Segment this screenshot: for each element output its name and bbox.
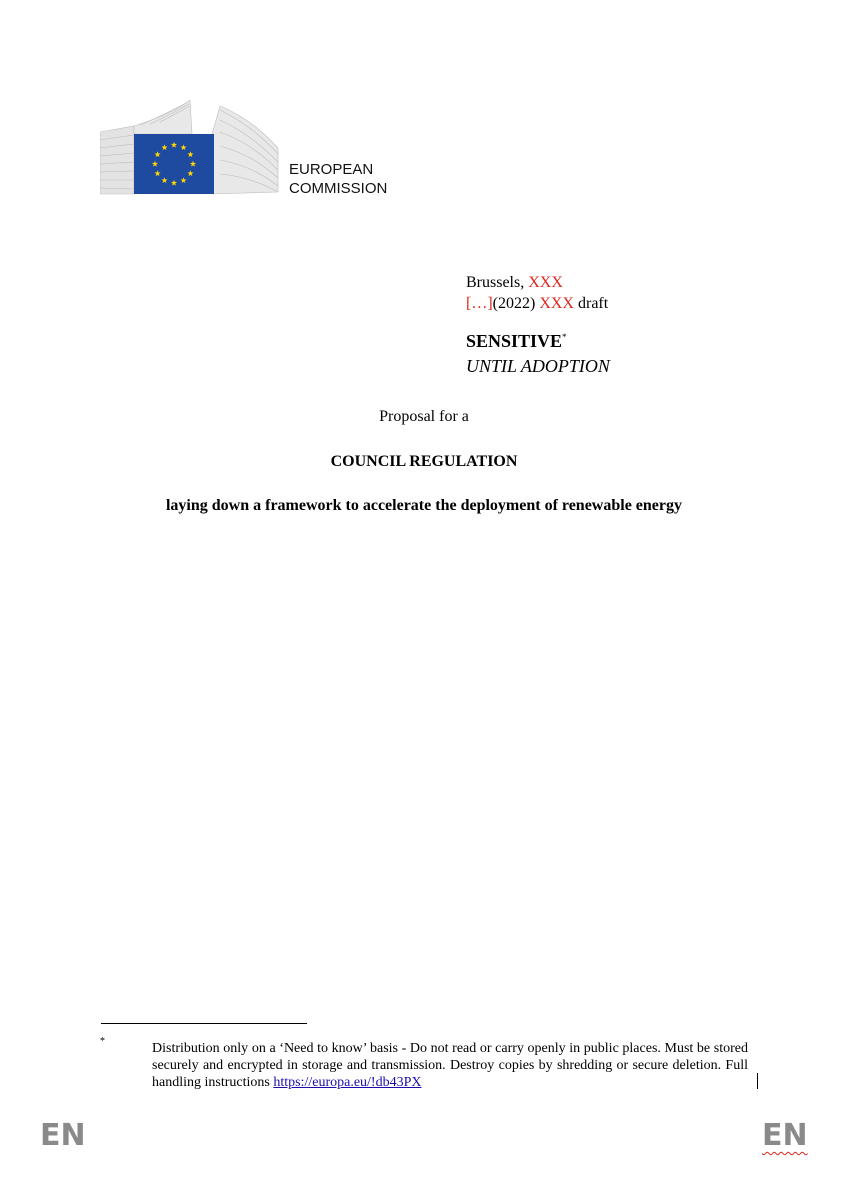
- footnote-reference[interactable]: *: [562, 332, 567, 342]
- sensitive-text: SENSITIVE: [466, 331, 563, 351]
- place: Brussels,: [466, 274, 529, 291]
- text-cursor: [757, 1073, 758, 1089]
- reference-number-line: [466, 293, 608, 314]
- footnote-separator: [101, 1023, 307, 1024]
- ref-suffix: draft: [573, 295, 609, 312]
- european-commission-logo: [100, 100, 290, 196]
- language-code-left: EN: [40, 1118, 86, 1153]
- regulation-subject: laying down a framework to accelerate the deployment of renewable energy: [165, 497, 683, 514]
- footnote-marker: *: [100, 1036, 105, 1047]
- place-date-line: [466, 272, 608, 293]
- classification-label: [466, 331, 567, 352]
- org-name-line1: EUROPEAN: [289, 161, 374, 178]
- ref-prefix: […]: [466, 295, 493, 312]
- reference-block: [466, 272, 608, 314]
- act-type: COUNCIL REGULATION: [330, 453, 518, 470]
- organisation-name: [289, 160, 387, 198]
- footnote-body: Distribution only on a ‘Need to know’ basis - Do not read or carry openly in public places. Must be stored securely and encrypted in storage and transmission. Destroy copies by shredding or secure deletion. Full handling instructions: [152, 1041, 748, 1090]
- proposal-line: Proposal for a: [379, 408, 469, 425]
- handling-instructions-link[interactable]: https://europa.eu/!db43PX: [273, 1075, 422, 1090]
- date-placeholder: XXX: [528, 274, 563, 291]
- classification-until: UNTIL ADOPTION: [466, 356, 610, 376]
- language-code-right: EN: [762, 1118, 808, 1153]
- ref-year: (2022): [492, 295, 540, 312]
- org-name-line2: COMMISSION: [289, 180, 388, 197]
- ref-number: XXX: [539, 295, 574, 312]
- footnote-text: [152, 1040, 748, 1091]
